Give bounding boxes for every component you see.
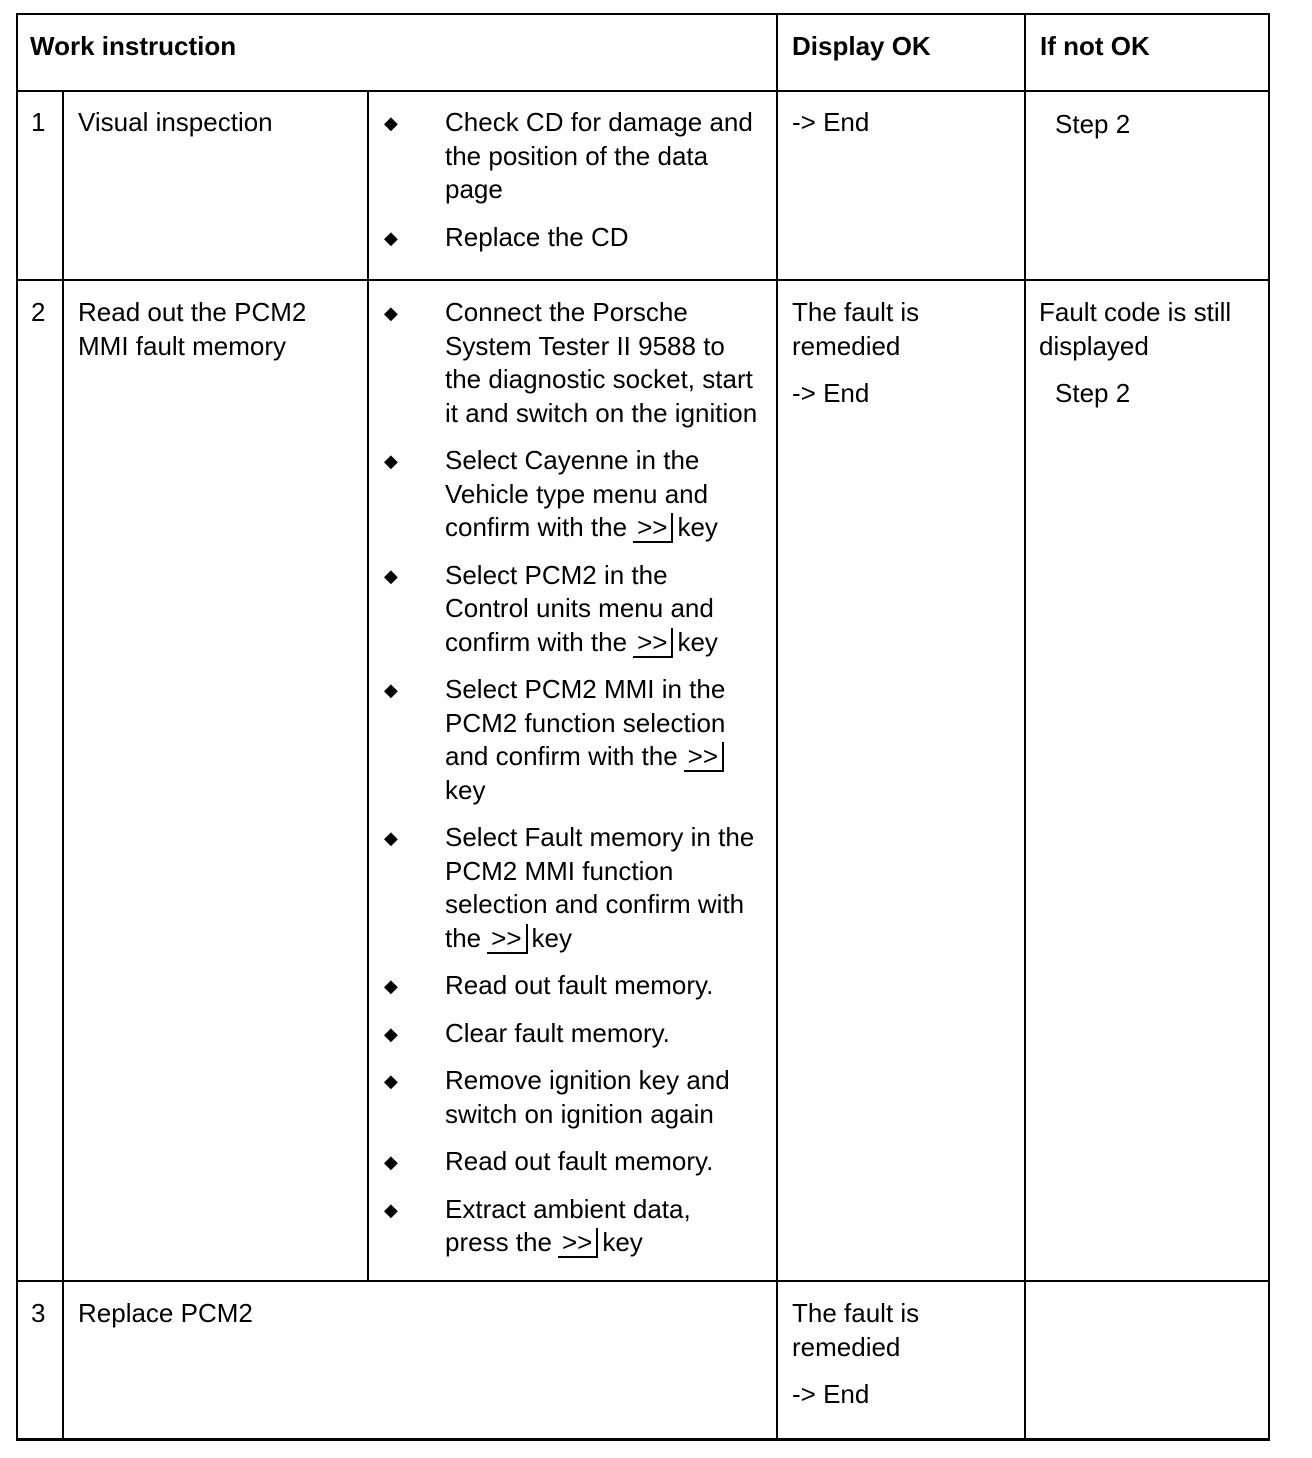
row-3-title: Replace PCM2 [78, 1298, 253, 1328]
step-line: the position of the data [445, 140, 709, 171]
bullet-icon: ◆ [384, 1023, 398, 1044]
not-ok-line: displayed [1039, 330, 1149, 361]
col-divider-notok [1024, 13, 1026, 1441]
list-item [384, 559, 775, 660]
bullet-icon: ◆ [384, 1199, 398, 1220]
table-border-right [1268, 13, 1270, 1441]
row-2-steps [384, 296, 775, 1274]
step-text: and confirm with the [445, 741, 678, 771]
step-text: press the [445, 1227, 552, 1257]
step-line: Vehicle type menu and [445, 478, 709, 509]
title-line: Read out the PCM2 [78, 297, 307, 327]
bullet-icon: ◆ [384, 1071, 398, 1091]
list-item [384, 221, 775, 255]
step-line: Control units menu and [445, 593, 714, 623]
step-text: key [677, 512, 718, 542]
not-ok-line: Step 2 [1055, 378, 1131, 408]
step-line [445, 511, 775, 545]
step-line: selection and confirm with [445, 889, 745, 919]
list-item [384, 106, 775, 207]
step-line: Read out fault memory. [445, 970, 714, 1000]
step-line: System Tester II 9588 to [445, 330, 725, 361]
step-line: PCM2 MMI function [445, 855, 674, 886]
forward-key-icon: >> [633, 628, 673, 658]
row-3-display-ok [792, 1297, 919, 1412]
col-divider-title [367, 91, 369, 1281]
list-item [384, 1064, 775, 1131]
list-item [384, 673, 775, 807]
bullet-icon: ◆ [384, 303, 398, 323]
row-1-title: Visual inspection [78, 107, 273, 137]
step-text: key [677, 626, 718, 657]
bullet-icon: ◆ [384, 565, 398, 586]
bullet-icon: ◆ [384, 828, 398, 848]
work-instruction-table [16, 13, 1270, 1441]
step-text: confirm with the [445, 512, 628, 542]
row-divider-2 [16, 1280, 1270, 1282]
row-1-if-not-ok: Step 2 [1055, 109, 1131, 139]
step-line: Remove ignition key and [445, 1065, 730, 1095]
header-if-not-ok: If not OK [1040, 31, 1150, 61]
col-divider-display [776, 13, 778, 1441]
not-ok-line: Fault code is still [1039, 297, 1232, 327]
step-line: Select Fault memory in the [445, 822, 755, 852]
list-item [384, 821, 775, 955]
list-item [384, 969, 775, 1003]
step-line [445, 740, 775, 774]
row-divider-1 [16, 279, 1270, 281]
title-line: MMI fault memory [78, 330, 287, 361]
row-3-number: 3 [31, 1298, 46, 1328]
bullet-icon: ◆ [384, 976, 398, 996]
list-item [384, 1145, 775, 1179]
step-text: the [445, 922, 482, 953]
list-item [384, 1017, 775, 1051]
col-divider-num [62, 91, 64, 1441]
row-2-title [78, 296, 306, 363]
step-text: confirm with the [445, 626, 628, 657]
table-border-left [16, 13, 18, 1441]
step-line [445, 626, 775, 660]
forward-key-icon: >> [558, 1228, 598, 1258]
row-1-steps [384, 106, 775, 268]
bullet-icon: ◆ [384, 680, 398, 700]
display-ok-line: The fault is [792, 1298, 920, 1328]
step-text: key [602, 1227, 643, 1257]
forward-key-icon: >> [684, 742, 724, 772]
step-line: Connect the Porsche [445, 297, 688, 327]
header-divider [16, 90, 1270, 92]
display-ok-line: The fault is [792, 297, 920, 327]
step-text: key [531, 922, 572, 953]
forward-key-icon: >> [633, 513, 673, 543]
bullet-icon: ◆ [384, 227, 398, 248]
step-line: it and switch on the ignition [445, 397, 758, 428]
display-ok-line: -> End [792, 378, 870, 408]
step-line: Clear fault memory. [445, 1017, 670, 1048]
row-1-number: 1 [31, 107, 46, 137]
row-2-display-ok [792, 296, 919, 411]
bullet-icon: ◆ [384, 1152, 398, 1172]
step-line: key [445, 774, 486, 805]
bullet-icon: ◆ [384, 113, 398, 133]
step-line [445, 1226, 775, 1260]
step-line: Select Cayenne in the [445, 445, 700, 475]
table-border-top [16, 13, 1270, 15]
list-item [384, 296, 775, 430]
list-item [384, 444, 775, 545]
step-line: Extract ambient data, [445, 1193, 691, 1224]
step-line: switch on ignition again [445, 1098, 714, 1129]
step-line: Replace the CD [445, 221, 629, 252]
forward-key-icon: >> [487, 924, 527, 954]
row-2-number: 2 [31, 297, 46, 327]
table-border-bottom [16, 1438, 1270, 1441]
step-line: the diagnostic socket, start [445, 364, 753, 394]
step-line: Select PCM2 MMI in the [445, 674, 726, 704]
step-line: PCM2 function selection [445, 707, 726, 738]
header-display-ok: Display OK [792, 31, 931, 61]
step-line [445, 922, 775, 956]
bullet-icon: ◆ [384, 451, 398, 471]
list-item [384, 1193, 775, 1260]
step-line: Read out fault memory. [445, 1146, 714, 1176]
step-line: page [445, 174, 503, 204]
header-work-instruction: Work instruction [30, 31, 237, 61]
display-ok-line: remedied [792, 330, 901, 361]
step-line: Check CD for damage and [445, 107, 753, 137]
display-ok-line: -> End [792, 1379, 870, 1409]
step-line: Select PCM2 in the [445, 559, 668, 590]
row-1-display-ok: -> End [792, 107, 870, 137]
row-2-if-not-ok [1039, 296, 1231, 411]
display-ok-line: remedied [792, 1331, 901, 1362]
